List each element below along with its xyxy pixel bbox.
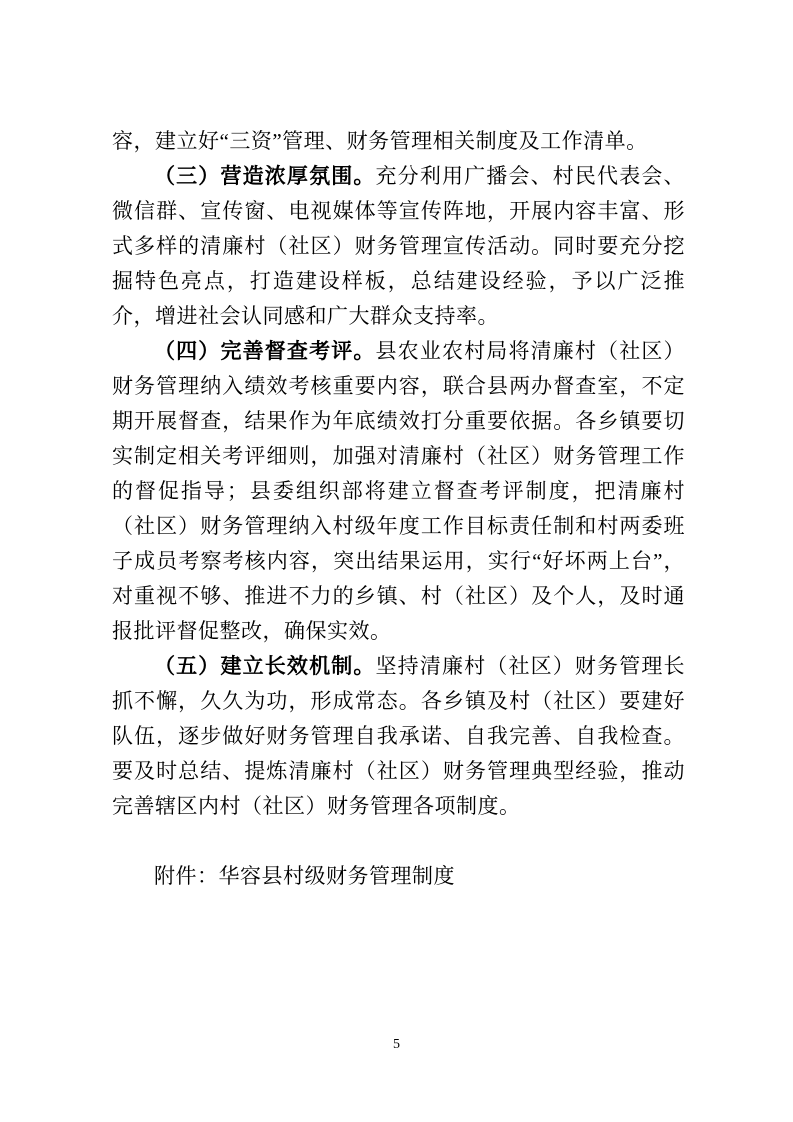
paragraph-section-5 xyxy=(112,649,685,824)
paragraph-text: 充分利用广播会、村民代表会、微信群、宣传窗、电视媒体等宣传阵地，开展内容丰富、形式多样的清廉村（社区）财务管理宣传活动。同时要充分挖掘特色亮点，打造建设样板，总结建设经验，予以广泛推介，增进社会认同感和广大群众支持率。 xyxy=(112,164,686,328)
document-body xyxy=(112,124,685,894)
section-heading: （四）完善督查考评。 xyxy=(154,339,376,363)
paragraph-section-3 xyxy=(112,159,685,334)
paragraph-text: 坚持清廉村（社区）财务管理长抓不懈，久久为功，形成常态。各乡镇及村（社区）要建好队伍，逐步做好财务管理自我承诺、自我完善、自我检查。要及时总结、提炼清廉村（社区）财务管理典型经验，推动完善辖区内村（社区）财务管理各项制度。 xyxy=(112,654,686,818)
paragraph-text: 容，建立好“三资”管理、财务管理相关制度及工作清单。 xyxy=(112,129,648,153)
page-number: 5 xyxy=(393,1037,400,1052)
section-heading: （五）建立长效机制。 xyxy=(154,654,376,678)
paragraph-text: 县农业农村局将清廉村（社区）财务管理纳入绩效考核重要内容，联合县两办督查室，不定期开展督查，结果作为年底绩效打分重要依据。各乡镇要切实制定相关考评细则，加强对清廉村（社区）财务管理工作的督促指导；县委组织部将建立督查考评制度，把清廉村（社区）财务管理纳入村级年度工作目标责任制和村两委班子成员考察考核内容，突出结果运用，实行“好坏两上台”，对重视不够、推进不力的乡镇、村（社区）及个人，及时通报批评督促整改，确保实效。 xyxy=(112,339,686,643)
paragraph-section-4 xyxy=(112,334,685,649)
paragraph-continuation xyxy=(112,124,685,159)
section-heading: （三）营造浓厚氛围。 xyxy=(154,164,376,188)
attachment-text: 附件：华容县村级财务管理制度 xyxy=(154,864,455,888)
attachment-line xyxy=(112,859,685,894)
